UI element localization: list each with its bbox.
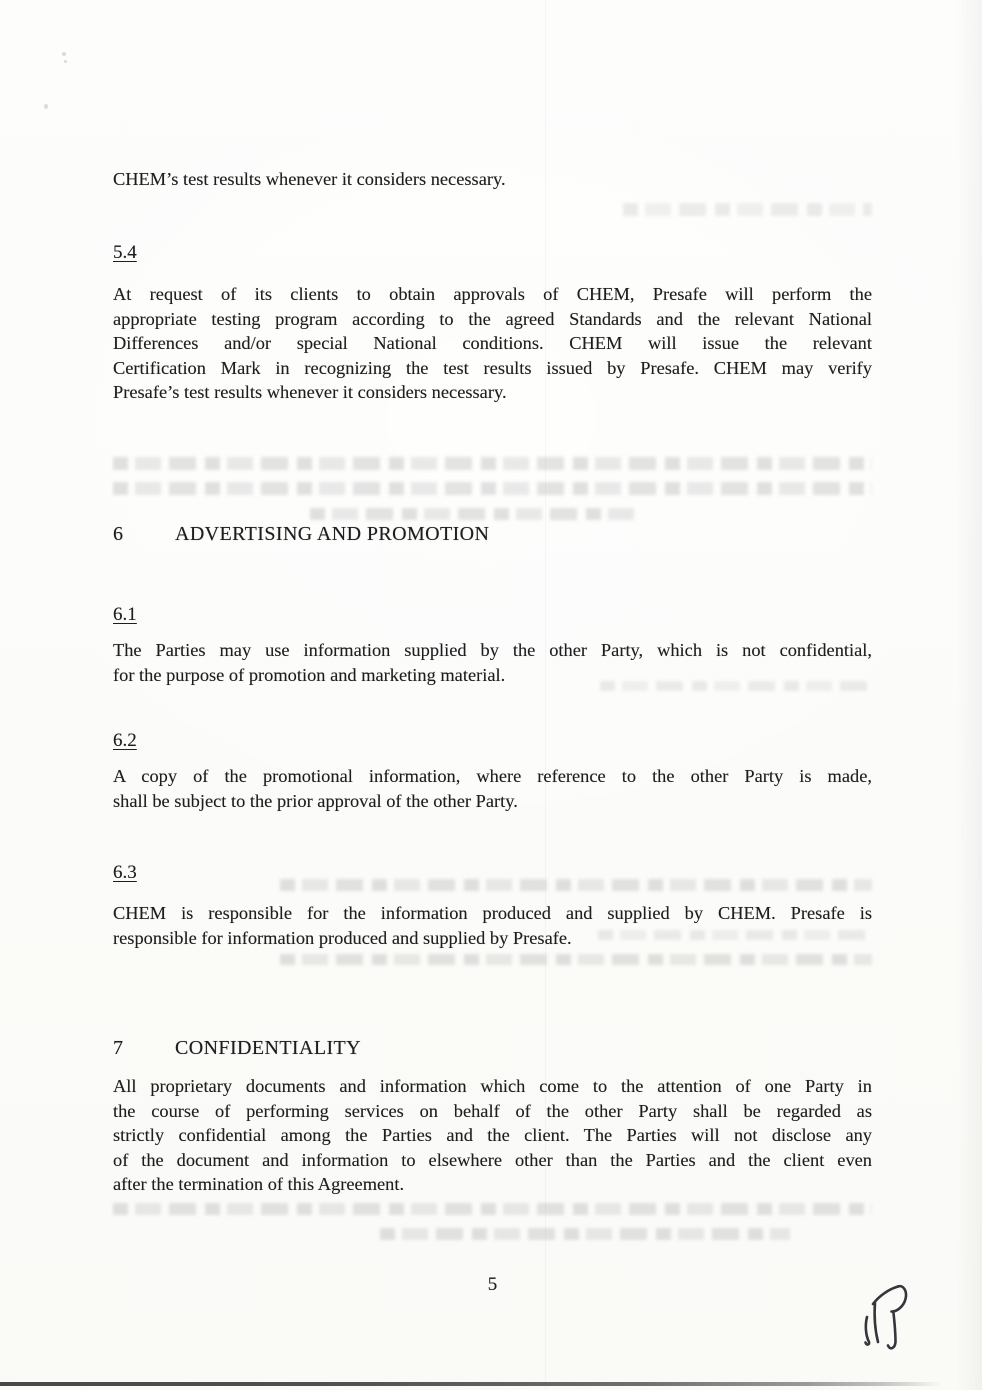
- paragraph-line: for the purpose of promotion and marketing material.: [113, 664, 506, 685]
- bleedthrough-line: [380, 1228, 790, 1240]
- paragraph-line: responsible for information produced and supplied by Presafe.: [113, 927, 572, 948]
- section-6-heading: [113, 522, 872, 547]
- bleedthrough-line: [280, 954, 872, 965]
- section-6-3-paragraph: [113, 901, 872, 950]
- section-6-2-paragraph: [113, 764, 872, 813]
- paragraph-line: CHEM is responsible for the information produced and supplied by CHEM. Presafe is: [113, 903, 872, 923]
- bleedthrough-line: [280, 879, 872, 891]
- section-7-paragraph: [113, 1074, 872, 1197]
- ink-speck: [64, 60, 67, 63]
- section-6-title: ADVERTISING AND PROMOTION: [175, 523, 490, 545]
- paragraph-line: shall be subject to the prior approval of the other Party.: [113, 790, 518, 811]
- ink-speck: [62, 52, 66, 56]
- section-6-1-paragraph: [113, 638, 872, 687]
- section-7-heading: [113, 1036, 872, 1061]
- paragraph-line: Certification Mark in recognizing the test results issued by Presafe. CHEM may verify: [113, 357, 872, 378]
- section-6-3-label: 6.3: [113, 862, 137, 883]
- paragraph-line: after the termination of this Agreement.: [113, 1174, 405, 1195]
- paragraph-line: All proprietary documents and information which come to the attention of one Party in: [113, 1076, 872, 1096]
- section-6-2-label: 6.2: [113, 730, 137, 751]
- bleedthrough-line: [113, 482, 872, 495]
- section-5-4-paragraph: [113, 282, 872, 405]
- continuation-text: CHEM’s test results whenever it considers necessary.: [113, 169, 506, 189]
- paragraph-line: A copy of the promotional information, where reference to the other Party is made,: [113, 766, 872, 786]
- section-6-number: 6: [113, 523, 124, 545]
- bleedthrough-line: [113, 457, 872, 470]
- paragraph-line: The Parties may use information supplied by the other Party, which is not confidential,: [113, 640, 872, 660]
- ink-speck: [44, 104, 48, 109]
- bleedthrough-line: [623, 203, 872, 216]
- section-7-title: CONFIDENTIALITY: [175, 1037, 361, 1059]
- section-5-4-label: 5.4: [113, 242, 137, 263]
- section-7-number: 7: [113, 1037, 124, 1059]
- bleedthrough-line: [113, 1203, 872, 1215]
- paragraph-line: Presafe’s test results whenever it considers necessary.: [113, 382, 507, 403]
- handwritten-initials: [845, 1272, 915, 1357]
- paragraph-line: Differences and/or special National conditions. CHEM will issue the relevant: [113, 333, 872, 354]
- section-6-1-label: 6.1: [113, 604, 137, 625]
- paragraph-line: appropriate testing program according to the agreed Standards and the relevant National: [113, 308, 872, 329]
- page-number: 5: [487, 1274, 498, 1295]
- paragraph-line: strictly confidential among the Parties and the client. The Parties will not disclose any: [113, 1125, 872, 1146]
- paragraph-line: of the document and information to elsewhere other than the Parties and the client even: [113, 1149, 872, 1170]
- bleedthrough-line: [310, 508, 640, 520]
- paragraph-line: At request of its clients to obtain approvals of CHEM, Presafe will perform the: [113, 284, 872, 304]
- paragraph-line: the course of performing services on behalf of the other Party shall be regarded as: [113, 1100, 872, 1121]
- scan-edge-shadow: [956, 0, 982, 1390]
- scan-bottom-edge: [0, 1382, 982, 1386]
